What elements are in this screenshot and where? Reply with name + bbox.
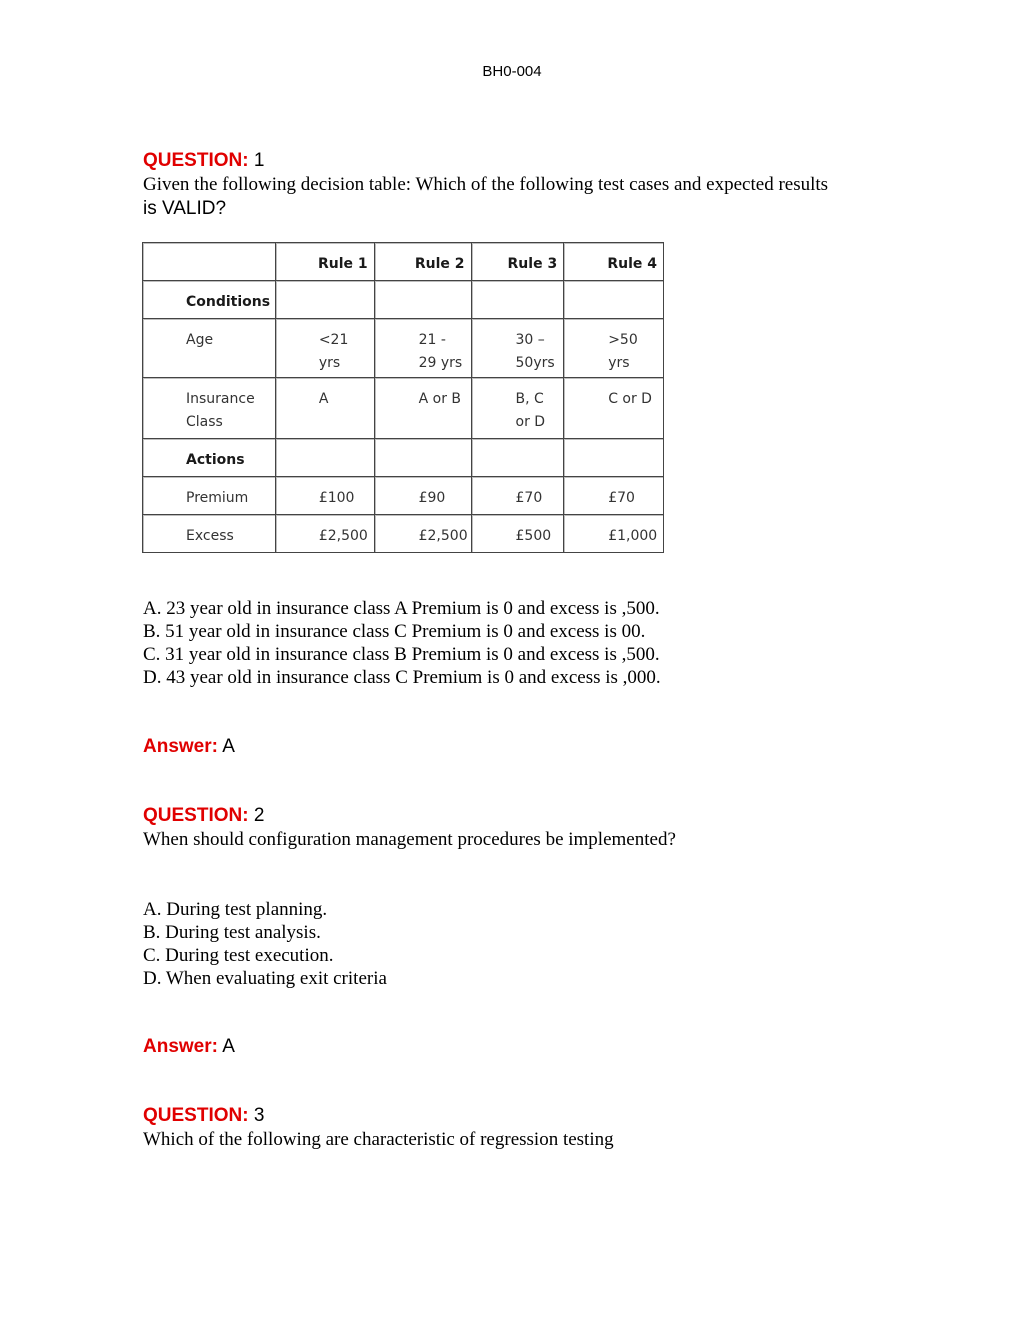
table-cell: A or B bbox=[374, 378, 471, 439]
question-1-option-d: D. 43 year old in insurance class C Premium is 0 and excess is ,000. bbox=[143, 667, 661, 688]
question-2-option-d: D. When evaluating exit criteria bbox=[143, 968, 387, 989]
question-2-heading bbox=[143, 805, 264, 827]
table-corner-cell bbox=[143, 243, 276, 281]
table-cell: <21 yrs bbox=[275, 319, 374, 378]
table-row-actions bbox=[143, 439, 664, 477]
table-row-insurance-class bbox=[143, 378, 664, 439]
question-1-option-b: B. 51 year old in insurance class C Premium is 0 and excess is 00. bbox=[143, 621, 646, 642]
question-3-text: Which of the following are characteristic of regression testing bbox=[143, 1129, 614, 1150]
table-cell: C or D bbox=[564, 378, 664, 439]
table-cell: A bbox=[275, 378, 374, 439]
question-number: 2 bbox=[253, 805, 265, 826]
table-header-rule-2: Rule 2 bbox=[374, 243, 471, 281]
table-row-age bbox=[143, 319, 664, 378]
question-2-option-c: C. During test execution. bbox=[143, 945, 334, 966]
table-row-excess bbox=[143, 515, 664, 553]
table-cell: B, C or D bbox=[471, 378, 564, 439]
decision-table bbox=[142, 242, 664, 553]
table-header-rule-1: Rule 1 bbox=[275, 243, 374, 281]
question-number: 1 bbox=[253, 150, 265, 171]
table-cell: £2,500 bbox=[275, 515, 374, 553]
question-1-text-line2: is VALID? bbox=[143, 198, 227, 219]
question-1-heading bbox=[143, 150, 264, 172]
question-1-text-line1: Given the following decision table: Which of the following test cases and expected results bbox=[143, 174, 829, 195]
table-cell: £70 bbox=[471, 477, 564, 515]
question-label: QUESTION: bbox=[143, 150, 249, 171]
table-excess-label: Excess bbox=[143, 515, 276, 553]
table-age-label: Age bbox=[143, 319, 276, 378]
question-3-heading bbox=[143, 1105, 264, 1127]
table-actions-label: Actions bbox=[143, 439, 276, 477]
question-2-answer bbox=[143, 1036, 235, 1058]
table-cell: 30 – 50yrs bbox=[471, 319, 564, 378]
table-cell: £100 bbox=[275, 477, 374, 515]
table-cell: £70 bbox=[564, 477, 664, 515]
table-header-rule-4: Rule 4 bbox=[564, 243, 664, 281]
question-1-option-c: C. 31 year old in insurance class B Premium is 0 and excess is ,500. bbox=[143, 644, 660, 665]
table-conditions-label: Conditions bbox=[143, 281, 276, 319]
table-cell: £90 bbox=[374, 477, 471, 515]
table-cell: 21 - 29 yrs bbox=[374, 319, 471, 378]
table-header-rule-3: Rule 3 bbox=[471, 243, 564, 281]
question-number: 3 bbox=[253, 1105, 265, 1126]
page-header-doc-code: BH0-004 bbox=[482, 63, 542, 80]
answer-value: A bbox=[222, 1036, 235, 1057]
answer-label: Answer: bbox=[143, 1036, 218, 1057]
table-cell: £2,500 bbox=[374, 515, 471, 553]
question-2-option-a: A. During test planning. bbox=[143, 899, 328, 920]
table-cell: £500 bbox=[471, 515, 564, 553]
table-premium-label: Premium bbox=[143, 477, 276, 515]
question-2-text: When should configuration management procedures be implemented? bbox=[143, 829, 676, 850]
table-row-premium bbox=[143, 477, 664, 515]
table-row-conditions bbox=[143, 281, 664, 319]
question-2-option-b: B. During test analysis. bbox=[143, 922, 321, 943]
table-insurance-label: Insurance Class bbox=[143, 378, 276, 439]
table-cell: >50 yrs bbox=[564, 319, 664, 378]
table-header-row bbox=[143, 243, 664, 281]
question-1-answer bbox=[143, 736, 235, 758]
answer-label: Answer: bbox=[143, 736, 218, 757]
question-1-option-a: A. 23 year old in insurance class A Premium is 0 and excess is ,500. bbox=[143, 598, 660, 619]
answer-value: A bbox=[222, 736, 235, 757]
question-label: QUESTION: bbox=[143, 805, 249, 826]
question-label: QUESTION: bbox=[143, 1105, 249, 1126]
table-cell: £1,000 bbox=[564, 515, 664, 553]
